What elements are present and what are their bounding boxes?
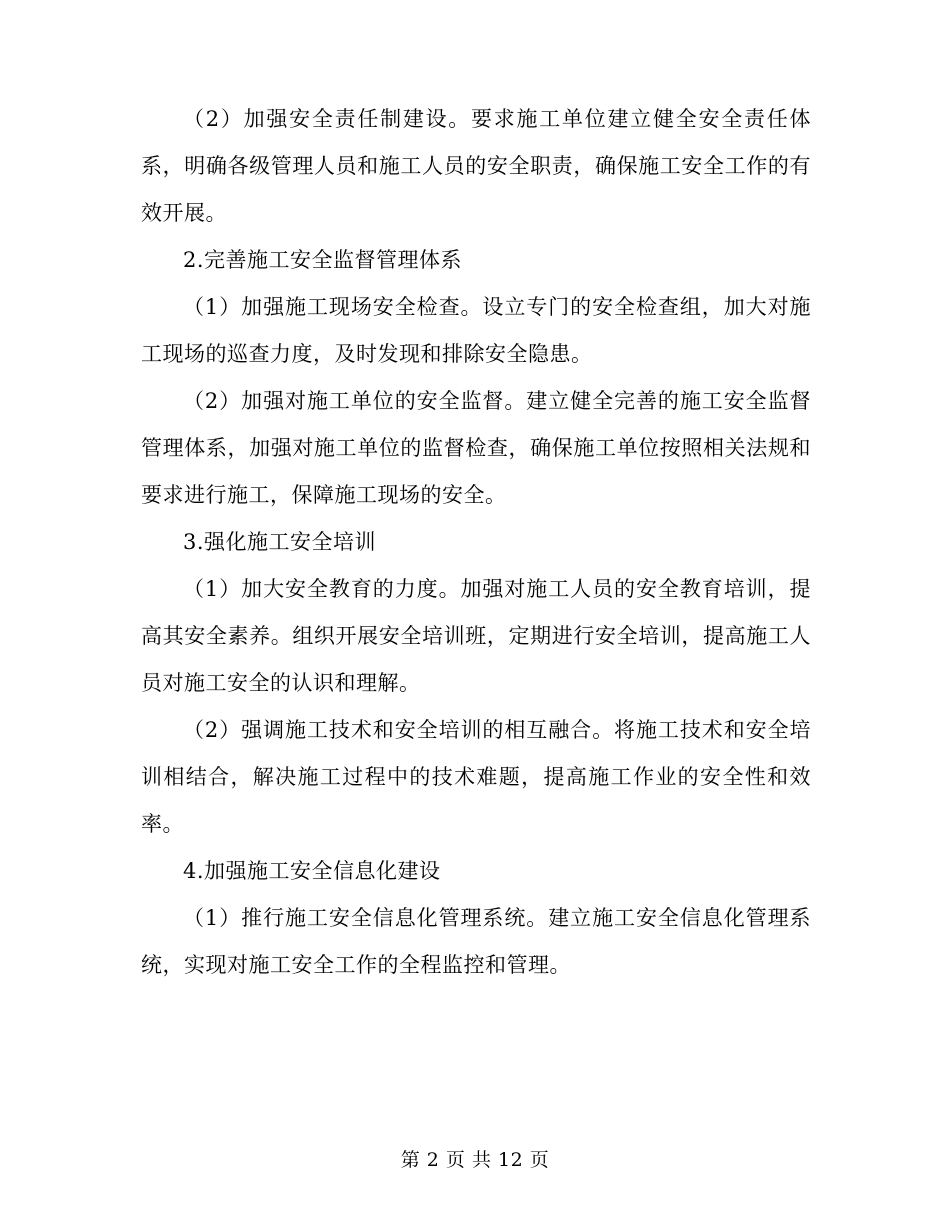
section-heading-training: 3.强化施工安全培训	[183, 530, 377, 554]
paragraph-technical-integration: （2）强调施工技术和安全培训的相互融合。将施工技术和安全培训相结合，解决施工过程中的技术难题，提高施工作业的安全性和效率。	[141, 718, 811, 836]
page-number-footer: 第 2 页 共 12 页	[400, 1149, 550, 1171]
paragraph-site-inspection: （1）加强施工现场安全检查。设立专门的安全检查组，加大对施工现场的巡查力度，及时发现和排除安全隐患。	[141, 295, 811, 366]
paragraph-information-system: （1）推行施工安全信息化管理系统。建立施工安全信息化管理系统，实现对施工安全工作的全程监控和管理。	[141, 906, 811, 977]
paragraph-unit-supervision: （2）加强对施工单位的安全监督。建立健全完善的施工安全监督管理体系，加强对施工单位的监督检查，确保施工单位按照相关法规和要求进行施工，保障施工现场的安全。	[141, 389, 811, 507]
section-heading-supervision: 2.完善施工安全监督管理体系	[183, 248, 463, 272]
paragraph-responsibility-system: （2）加强安全责任制建设。要求施工单位建立健全安全责任体系，明确各级管理人员和施工人员的安全职责，确保施工安全工作的有效开展。	[141, 107, 811, 225]
section-heading-informatization: 4.加强施工安全信息化建设	[183, 859, 441, 883]
paragraph-safety-education: （1）加大安全教育的力度。加强对施工人员的安全教育培训，提高其安全素养。组织开展安全培训班，定期进行安全培训，提高施工人员对施工安全的认识和理解。	[141, 577, 811, 695]
document-body	[141, 96, 811, 989]
